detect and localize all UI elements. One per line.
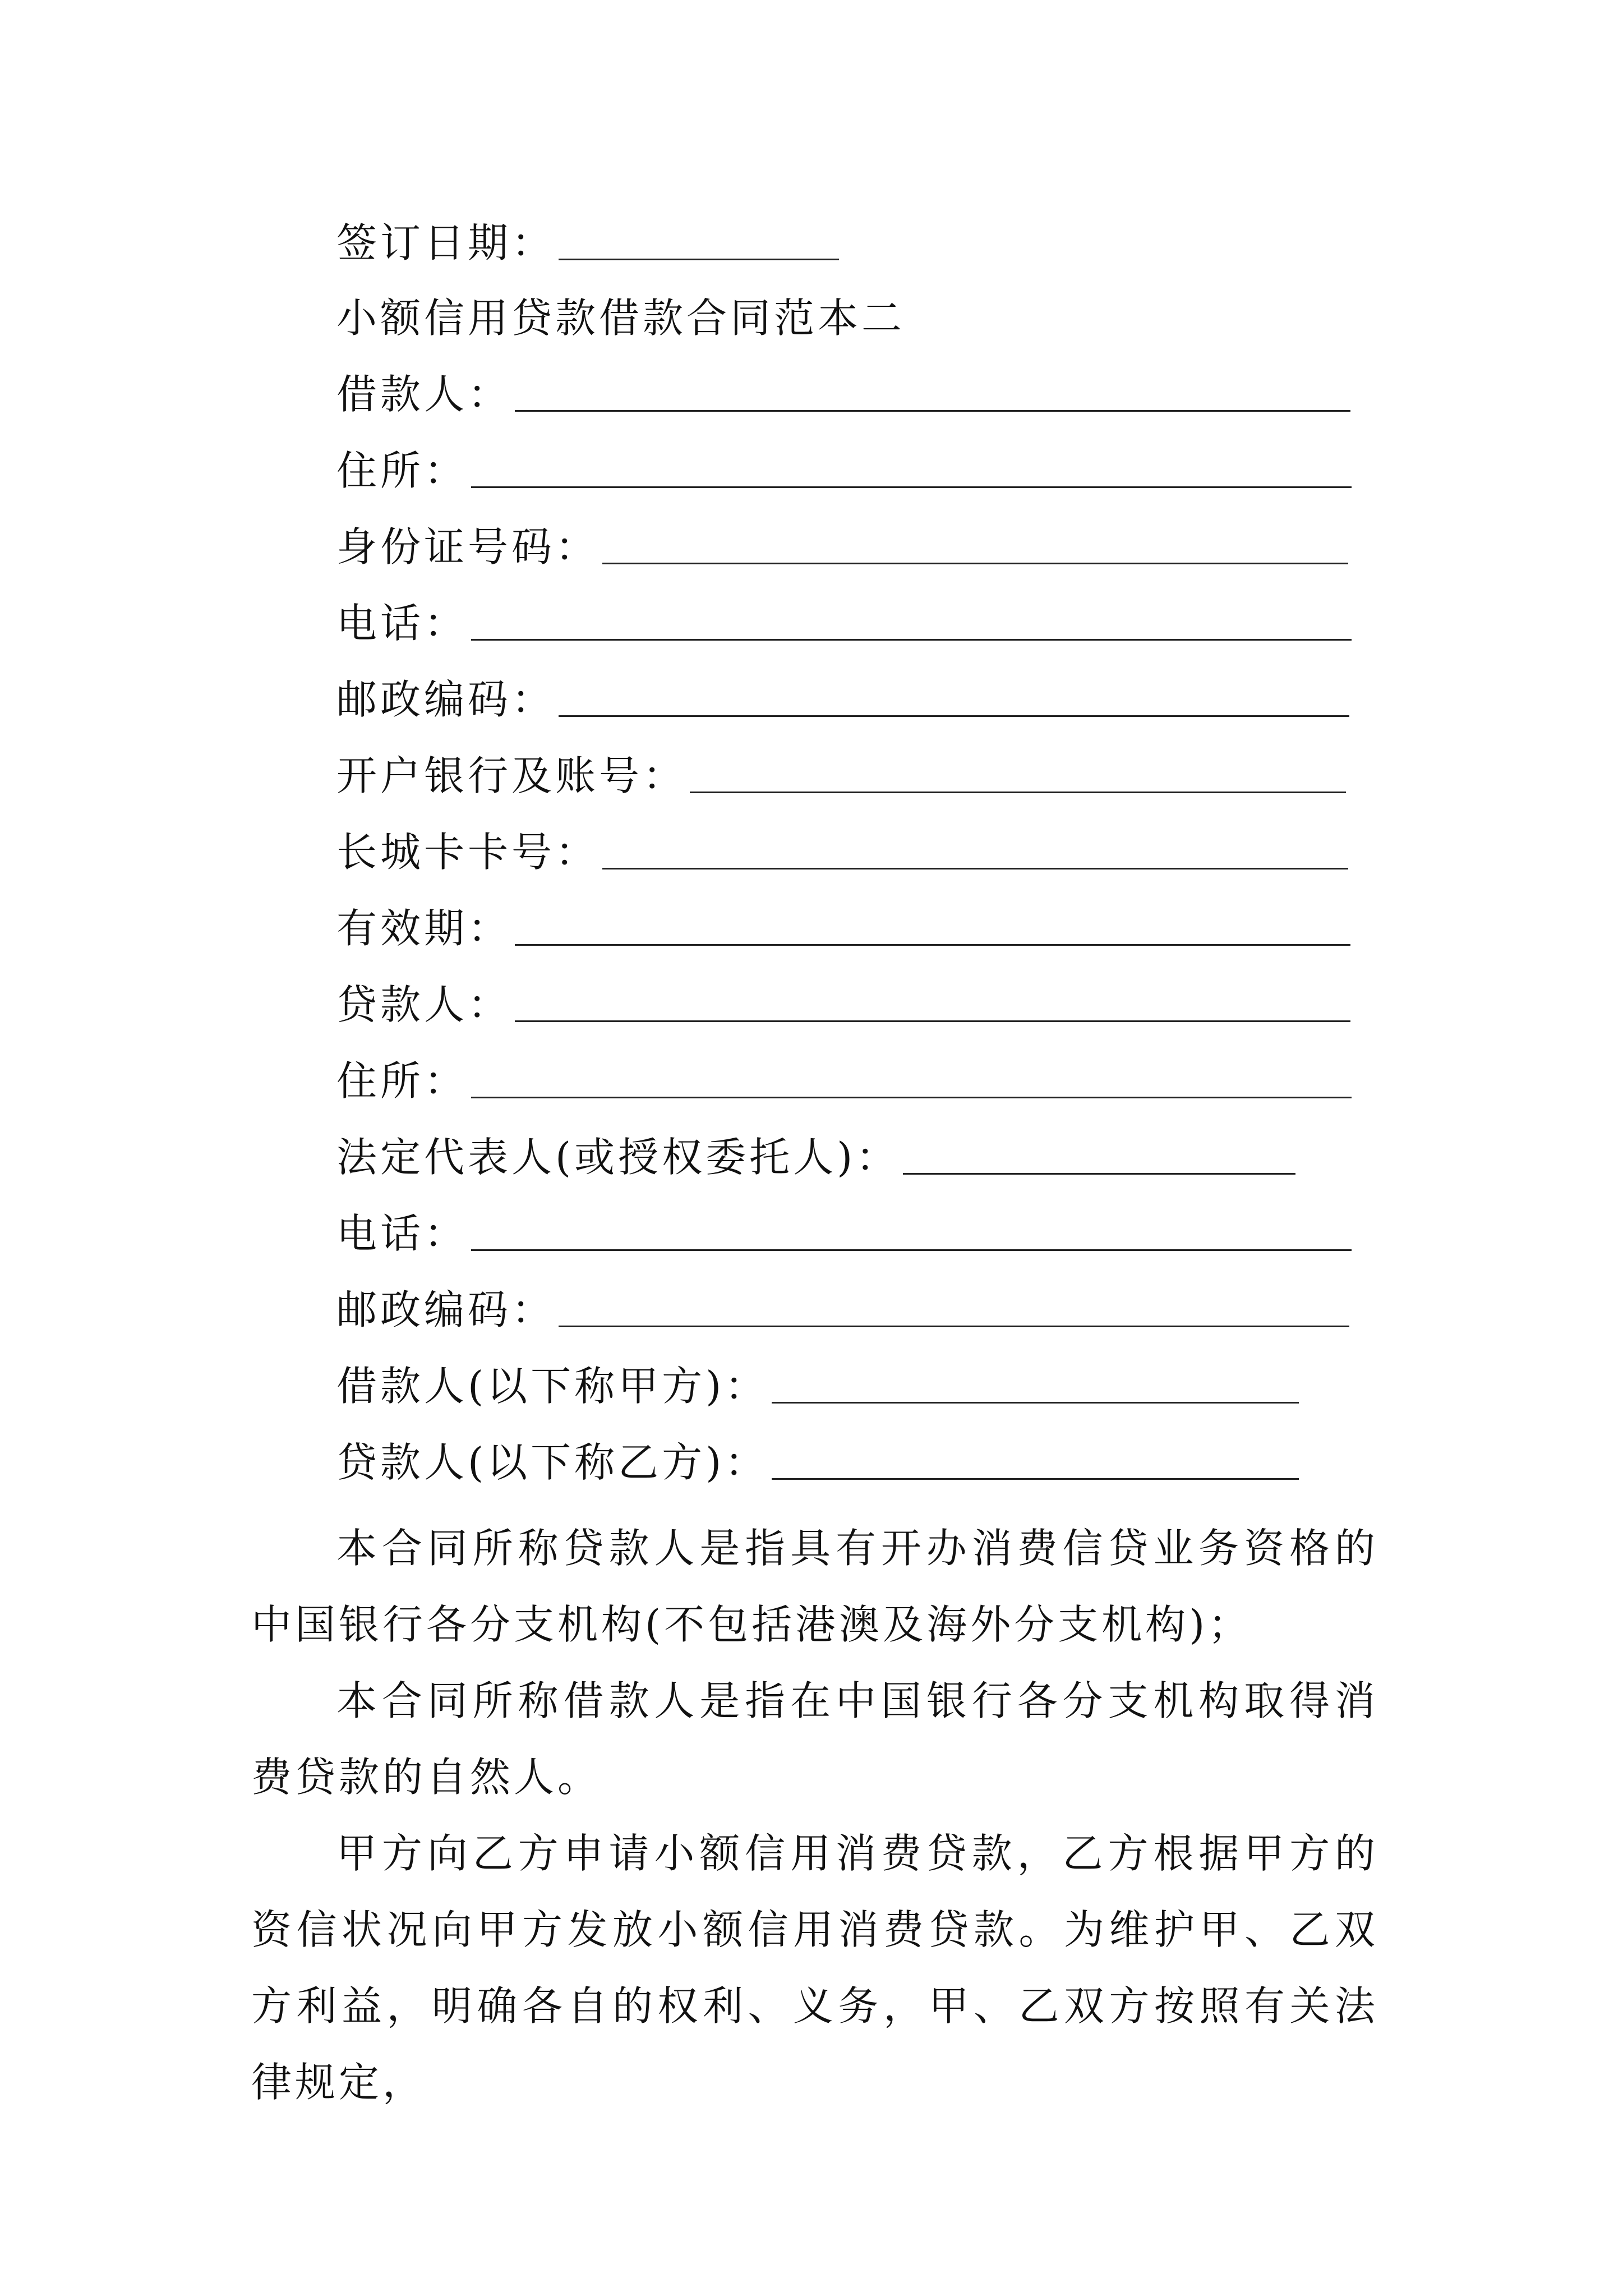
contract-title: 小额信用贷款借款合同范本二 bbox=[336, 295, 906, 342]
field-label: 邮政编码： bbox=[336, 676, 556, 723]
borrower-phone-blank[interactable] bbox=[471, 639, 1352, 641]
lender-address-blank[interactable] bbox=[471, 1097, 1352, 1098]
borrower-id-blank[interactable] bbox=[602, 563, 1348, 564]
field-label: 电话： bbox=[336, 1210, 468, 1257]
lender-phone-row bbox=[336, 1208, 1352, 1259]
field-label: 长城卡卡号： bbox=[336, 829, 600, 876]
field-label: 法定代表人(或授权委托人)： bbox=[336, 1134, 900, 1181]
field-label: 开户银行及账号： bbox=[336, 752, 687, 799]
field-label: 电话： bbox=[336, 600, 468, 647]
borrower-name-row bbox=[336, 369, 1350, 420]
lender-representative-blank[interactable] bbox=[903, 1173, 1295, 1175]
borrower-validity-blank[interactable] bbox=[515, 944, 1350, 946]
borrower-postcode-blank[interactable] bbox=[559, 715, 1349, 717]
definition-lender-paragraph: 本合同所称贷款人是指具有开办消费信贷业务资格的中国银行各分支机构(不包括港澳及海外分支机构)； bbox=[251, 1525, 1378, 1648]
party-a-row bbox=[336, 1361, 1299, 1411]
lender-postcode-blank[interactable] bbox=[559, 1326, 1349, 1327]
borrower-bank-blank[interactable] bbox=[690, 792, 1346, 793]
party-a-blank[interactable] bbox=[772, 1402, 1299, 1404]
borrower-card-blank[interactable] bbox=[602, 868, 1348, 869]
party-b-row bbox=[336, 1437, 1299, 1488]
sign-date-blank[interactable] bbox=[559, 259, 839, 260]
borrower-name-blank[interactable] bbox=[515, 410, 1350, 412]
lender-postcode-row bbox=[336, 1285, 1349, 1335]
borrower-postcode-row bbox=[336, 674, 1349, 725]
field-label: 贷款人(以下称乙方)： bbox=[336, 1439, 769, 1486]
lender-phone-blank[interactable] bbox=[471, 1249, 1352, 1251]
field-label: 有效期： bbox=[336, 905, 512, 952]
borrower-phone-row bbox=[336, 598, 1352, 648]
field-label: 身份证号码： bbox=[336, 523, 600, 570]
field-label: 贷款人： bbox=[336, 981, 512, 1028]
borrower-card-row bbox=[336, 827, 1348, 877]
field-label: 住所： bbox=[336, 447, 468, 494]
lender-name-row bbox=[336, 979, 1350, 1030]
party-b-blank[interactable] bbox=[772, 1478, 1299, 1480]
sign-date-row bbox=[336, 218, 839, 268]
agreement-intro-paragraph: 甲方向乙方申请小额信用消费贷款，乙方根据甲方的资信状况向甲方发放小额信用消费贷款。为维护甲、乙双方利益，明确各自的权利、义务，甲、乙双方按照有关法律规定， bbox=[251, 1830, 1378, 2106]
lender-address-row bbox=[336, 1056, 1352, 1106]
borrower-bank-row bbox=[336, 751, 1346, 801]
lender-name-blank[interactable] bbox=[515, 1020, 1350, 1022]
field-label: 借款人(以下称甲方)： bbox=[336, 1363, 769, 1410]
field-label: 住所： bbox=[336, 1057, 468, 1105]
sign-date-label: 签订日期： bbox=[336, 219, 556, 266]
borrower-address-blank[interactable] bbox=[471, 486, 1352, 488]
borrower-address-row bbox=[336, 445, 1352, 496]
lender-representative-row bbox=[336, 1132, 1295, 1182]
borrower-validity-row bbox=[336, 903, 1350, 954]
definition-borrower-paragraph: 本合同所称借款人是指在中国银行各分支机构取得消费贷款的自然人。 bbox=[251, 1677, 1378, 1801]
field-label: 邮政编码： bbox=[336, 1286, 556, 1333]
field-label: 借款人： bbox=[336, 371, 512, 418]
borrower-id-row bbox=[336, 522, 1348, 572]
